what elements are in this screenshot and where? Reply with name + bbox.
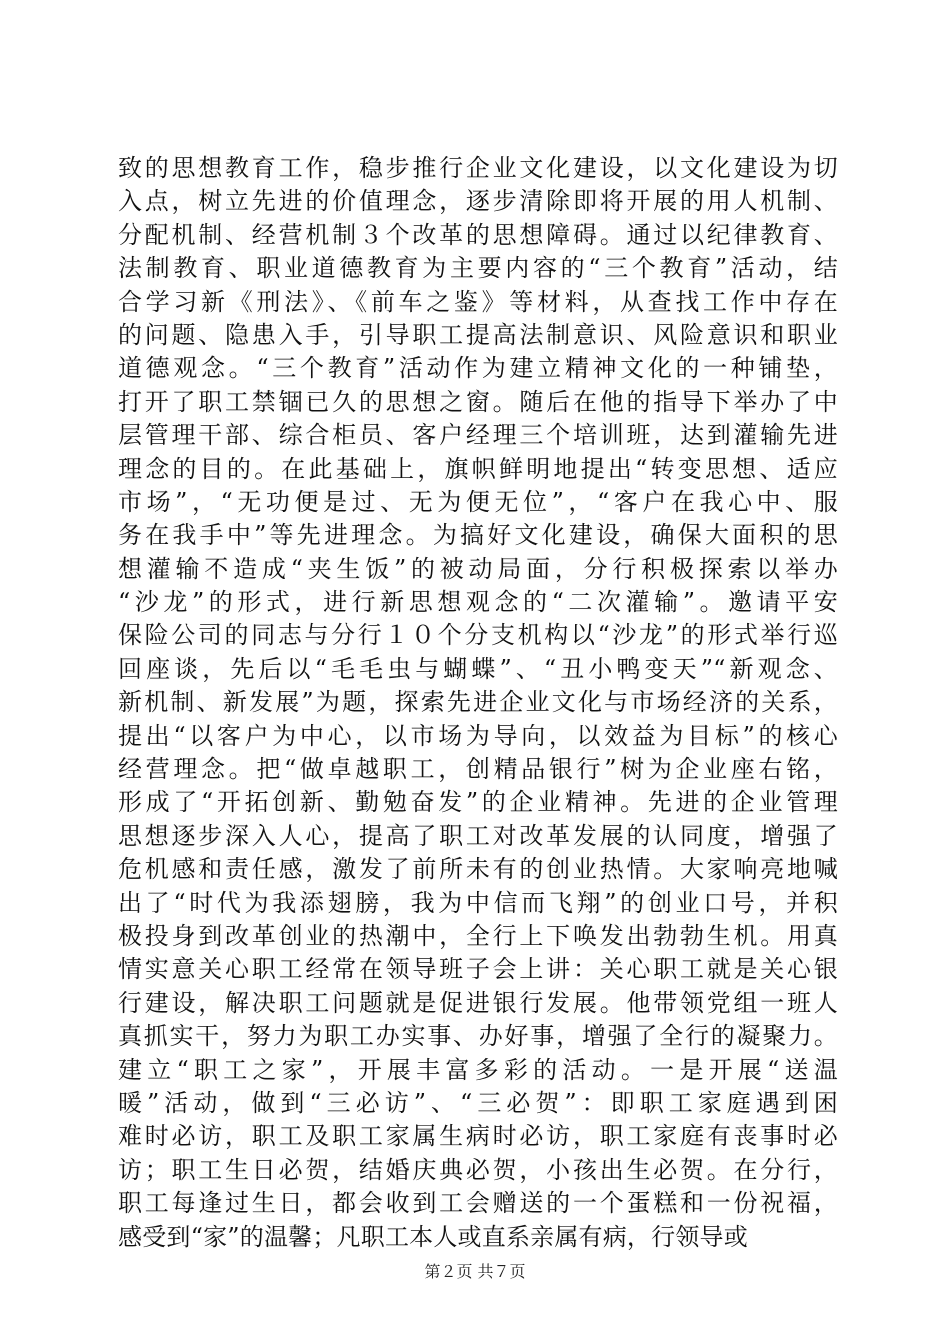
- text-line: 保险公司的同志与分行１０个分支机构以“沙龙”的形式举行巡: [118, 621, 838, 650]
- text-line: 经营理念。把“做卓越职工，创精品银行”树为企业座右铭，: [118, 755, 838, 784]
- body-paragraph: [118, 152, 838, 1254]
- text-line: 出了“时代为我添翅膀，我为中信而飞翔”的创业口号，并积: [118, 888, 838, 917]
- text-line: 提出“以客户为中心，以市场为导向，以效益为目标”的核心: [118, 721, 838, 750]
- text-line: 层管理干部、综合柜员、客户经理三个培训班，达到灌输先进: [118, 421, 838, 450]
- text-line: 真抓实干，努力为职工办实事、办好事，增强了全行的凝聚力。: [118, 1022, 838, 1051]
- text-line: 形成了“开拓创新、勤勉奋发”的企业精神。先进的企业管理: [118, 788, 838, 817]
- text-line: 想灌输不造成“夹生饭”的被动局面，分行积极探索以举办: [118, 554, 838, 583]
- text-line: 回座谈，先后以“毛毛虫与蝴蝶”、“丑小鸭变天”“新观念、: [118, 654, 838, 683]
- text-line: 务在我手中”等先进理念。为搞好文化建设，确保大面积的思: [118, 521, 838, 550]
- text-line: 访；职工生日必贺，结婚庆典必贺，小孩出生必贺。在分行，: [118, 1155, 838, 1184]
- text-line: 道德观念。“三个教育”活动作为建立精神文化的一种铺垫，: [118, 354, 838, 383]
- text-line: 法制教育、职业道德教育为主要内容的“三个教育”活动，结: [118, 254, 838, 283]
- text-line: 难时必访，职工及职工家属生病时必访，职工家庭有丧事时必: [118, 1122, 838, 1151]
- text-line: 打开了职工禁锢已久的思想之窗。随后在他的指导下举办了中: [118, 387, 838, 416]
- text-line: 思想逐步深入人心，提高了职工对改革发展的认同度，增强了: [118, 821, 838, 850]
- text-line: 的问题、隐患入手，引导职工提高法制意识、风险意识和职业: [118, 320, 838, 349]
- text-line: 入点，树立先进的价值理念，逐步清除即将开展的用人机制、: [118, 187, 838, 216]
- text-line: “沙龙”的形式，进行新思想观念的“二次灌输”。邀请平安: [118, 588, 838, 617]
- text-line: 感受到“家”的温馨；凡职工本人或直系亲属有病，行领导或: [118, 1222, 748, 1251]
- text-line: 理念的目的。在此基础上，旗帜鲜明地提出“转变思想、适应: [118, 454, 838, 483]
- text-line: 分配机制、经营机制３个改革的思想障碍。通过以纪律教育、: [118, 220, 838, 249]
- text-line: 行建设，解决职工问题就是促进银行发展。他带领党组一班人: [118, 988, 838, 1017]
- text-line: 危机感和责任感，激发了前所未有的创业热情。大家响亮地喊: [118, 855, 838, 884]
- text-line: 合学习新《刑法》、《前车之鉴》等材料，从查找工作中存在: [118, 287, 838, 316]
- text-line: 情实意关心职工经常在领导班子会上讲：关心职工就是关心银: [118, 955, 838, 984]
- text-line: 建立“职工之家”，开展丰富多彩的活动。一是开展“送温: [118, 1055, 838, 1084]
- text-line: 致的思想教育工作，稳步推行企业文化建设，以文化建设为切: [118, 154, 838, 182]
- page-number-footer: 第２页 共７页: [424, 1262, 526, 1281]
- text-line: 市场”，“无功便是过、无为便无位”，“客户在我心中、服: [118, 487, 838, 516]
- text-line: 职工每逢过生日，都会收到工会赠送的一个蛋糕和一份祝福，: [118, 1189, 838, 1218]
- text-line: 新机制、新发展”为题，探索先进企业文化与市场经济的关系，: [118, 688, 838, 717]
- text-line: 极投身到改革创业的热潮中，全行上下唤发出勃勃生机。用真: [118, 921, 838, 950]
- text-line: 暖”活动，做到“三必访”、“三必贺”：即职工家庭遇到困: [118, 1088, 838, 1117]
